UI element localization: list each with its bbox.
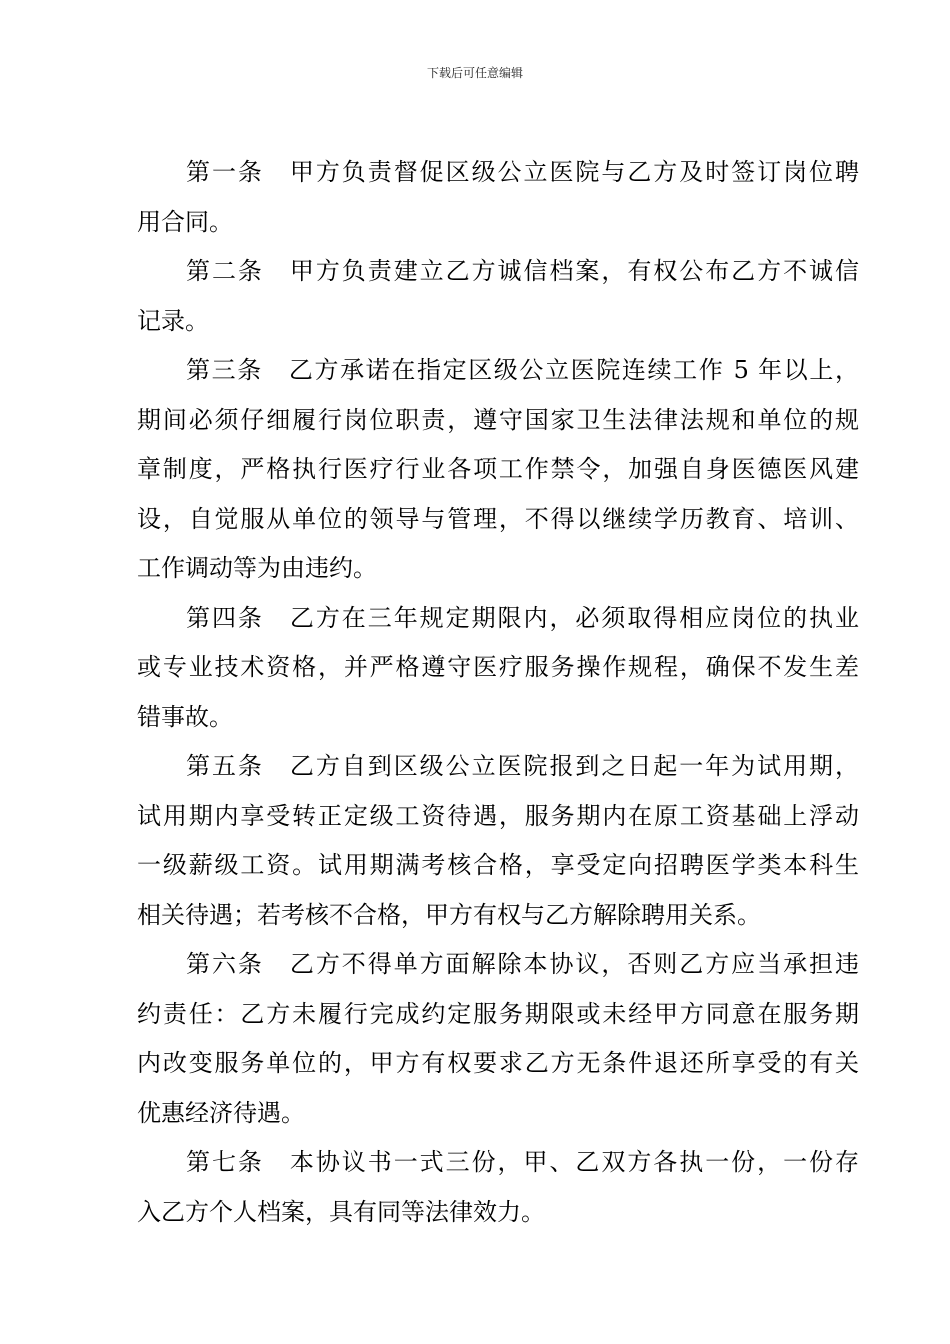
article-text: 甲方负责督促区级公立医院与乙方及时签订岗位聘 — [289, 158, 859, 186]
article-5-line: 相关待遇；若考核不合格，甲方有权与乙方解除聘用关系。 — [137, 900, 761, 929]
article-3-first-line — [137, 346, 859, 396]
article-6-first-line — [137, 940, 859, 990]
article-1-line: 用合同。 — [137, 207, 233, 236]
article-number: 第二条 — [186, 257, 264, 285]
article-3-line: 设，自觉服从单位的领导与管理，不得以继续学历教育、培训、 — [137, 504, 859, 533]
article-number: 第六条 — [186, 950, 264, 978]
article-6-line: 约责任：乙方未履行完成约定服务期限或未经甲方同意在服务期 — [137, 999, 859, 1028]
article-text: 本协议书一式三份，甲、乙双方各执一份，一份存 — [289, 1148, 859, 1176]
article-4-line: 或专业技术资格，并严格遵守医疗服务操作规程，确保不发生差 — [137, 653, 859, 681]
article-number: 第七条 — [186, 1148, 264, 1176]
article-3-line: 期间必须仔细履行岗位职责，遵守国家卫生法律法规和单位的规 — [137, 405, 859, 434]
article-text: 乙方自到区级公立医院报到之日起一年为试用期， — [289, 752, 859, 780]
article-6-line: 内改变服务单位的，甲方有权要求乙方无条件退还所享受的有关 — [137, 1049, 859, 1077]
article-4-line: 错事故。 — [137, 702, 233, 731]
article-2-first-line — [137, 247, 859, 297]
article-1-first-line — [137, 148, 859, 198]
agreement-body — [137, 148, 859, 1237]
article-7-first-line — [137, 1138, 859, 1188]
article-text: 乙方不得单方面解除本协议，否则乙方应当承担违 — [289, 950, 859, 978]
article-3-line: 章制度，严格执行医疗行业各项工作禁令，加强自身医德医风建 — [137, 455, 859, 483]
article-number: 第五条 — [186, 752, 264, 780]
article-3-line: 工作调动等为由违约。 — [137, 554, 377, 582]
article-number: 第四条 — [186, 603, 264, 632]
article-number: 第一条 — [186, 158, 264, 186]
article-text: 乙方承诺在指定区级公立医院连续工作 5 年以上， — [288, 356, 859, 384]
article-5-first-line — [137, 742, 859, 792]
article-6-line: 优惠经济待遇。 — [137, 1098, 305, 1127]
article-text: 甲方负责建立乙方诚信档案，有权公布乙方不诚信 — [289, 257, 859, 285]
article-4-first-line — [137, 594, 859, 644]
article-2-line: 记录。 — [137, 306, 209, 335]
article-text: 乙方在三年规定期限内，必须取得相应岗位的执业 — [289, 603, 859, 632]
article-5-line: 一级薪级工资。试用期满考核合格，享受定向招聘医学类本科生 — [137, 851, 859, 879]
article-5-line: 试用期内享受转正定级工资待遇，服务期内在原工资基础上浮动 — [137, 801, 859, 830]
page-header-note: 下载后可任意编辑 — [426, 66, 523, 80]
article-number: 第三条 — [186, 356, 263, 384]
article-7-line: 入乙方个人档案，具有同等法律效力。 — [137, 1197, 545, 1226]
